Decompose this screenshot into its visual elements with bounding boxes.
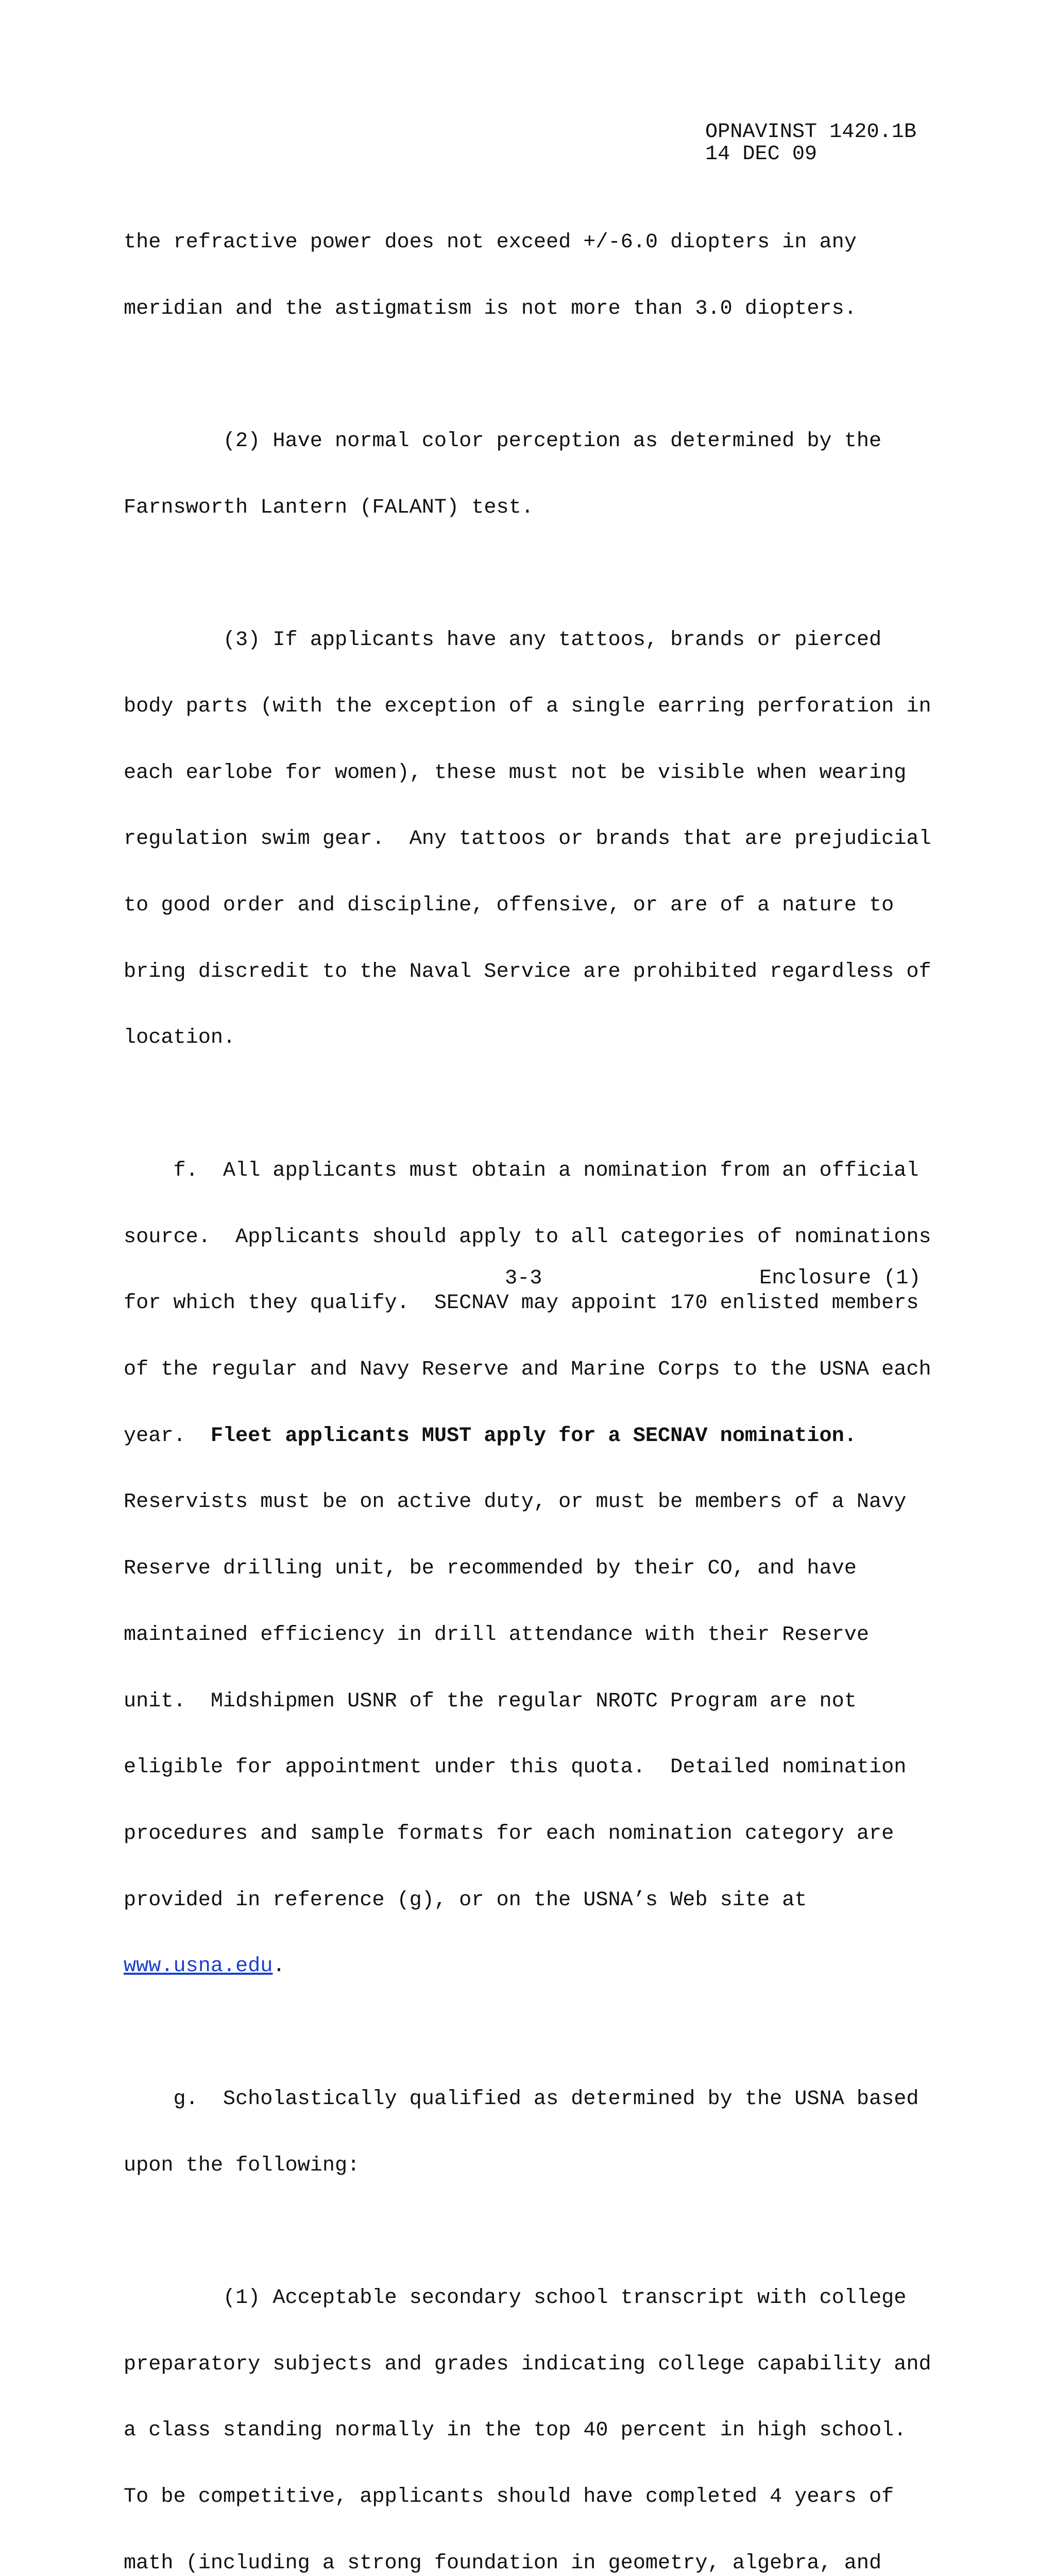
- text-line: to good order and discipline, offensive, or are of a nature to: [124, 893, 894, 917]
- page-number: 3-3: [505, 1267, 542, 1290]
- text-line: Reserve drilling unit, be recommended by their CO, and have: [124, 1557, 857, 1581]
- text-line: for which they qualify. SECNAV may appoint 170 enlisted members: [124, 1292, 919, 1315]
- text-line: f. All applicants must obtain a nomination from an official: [124, 1159, 919, 1182]
- body-text: [124, 188, 931, 2576]
- document-date: 14 DEC 09: [705, 142, 818, 166]
- text-line: preparatory subjects and grades indicating college capability and: [124, 2352, 931, 2376]
- paragraph-tattoos: [124, 585, 931, 1094]
- document-id: OPNAVINST 1420.1B: [705, 121, 916, 144]
- text-line: source. Applicants should apply to all categories of nominations: [124, 1225, 931, 1249]
- bold-emphasis-text: Fleet applicants MUST apply for a SECNAV nomination.: [210, 1424, 857, 1448]
- paragraph-transcript: [124, 2243, 931, 2576]
- text-line: g. Scholastically qualified as determined by the USNA based: [124, 2087, 919, 2111]
- text-line: of the regular and Navy Reserve and Marine Corps to the USNA each: [124, 1358, 931, 1381]
- text-line: meridian and the astigmatism is not more than 3.0 diopters.: [124, 297, 857, 320]
- text-fragment: year.: [124, 1424, 211, 1448]
- text-line: math (including a strong foundation in geometry, algebra, and: [124, 2551, 882, 2575]
- usna-website-link[interactable]: www.usna.edu: [124, 1955, 273, 1978]
- text-line: maintained efficiency in drill attendance with their Reserve: [124, 1623, 869, 1647]
- enclosure-label: Enclosure (1): [759, 1267, 921, 1290]
- text-line: the refractive power does not exceed +/-6.0 diopters in any: [124, 230, 857, 254]
- text-line: provided in reference (g), or on the USNA’s Web site at: [124, 1888, 807, 1912]
- text-line: [124, 1956, 927, 1978]
- text-line: location.: [124, 1026, 236, 1050]
- paragraph-scholastic: [124, 2044, 927, 2221]
- text-line: (1) Acceptable secondary school transcript with college: [124, 2286, 907, 2310]
- text-line: [124, 1426, 927, 1448]
- paragraph-vision-continued: [124, 188, 927, 364]
- text-line: regulation swim gear. Any tattoos or brands that are prejudicial: [124, 827, 931, 851]
- text-line: procedures and sample formats for each nomination category are: [124, 1822, 894, 1846]
- text-line: Reservists must be on active duty, or must be members of a Navy: [124, 1490, 907, 1514]
- paragraph-color-perception: [124, 386, 927, 563]
- text-line: each earlobe for women), these must not be visible when wearing: [124, 761, 907, 785]
- text-line: bring discredit to the Naval Service are prohibited regardless of: [124, 960, 931, 984]
- text-line: To be competitive, applicants should have completed 4 years of: [124, 2485, 894, 2509]
- paragraph-nomination: [124, 1116, 931, 2022]
- document-header: [705, 122, 916, 166]
- text-line: body parts (with the exception of a single earring perforation in: [124, 694, 931, 718]
- text-line: a class standing normally in the top 40 percent in high school.: [124, 2419, 907, 2443]
- text-line: (2) Have normal color perception as determined by the: [124, 429, 882, 453]
- text-fragment: .: [273, 1955, 285, 1978]
- text-line: unit. Midshipmen USNR of the regular NROTC Program are not: [124, 1689, 857, 1713]
- text-line: Farnsworth Lantern (FALANT) test.: [124, 496, 534, 519]
- text-line: (3) If applicants have any tattoos, brands or pierced: [124, 629, 882, 652]
- text-line: eligible for appointment under this quota. Detailed nomination: [124, 1756, 907, 1780]
- text-line: upon the following:: [124, 2154, 360, 2177]
